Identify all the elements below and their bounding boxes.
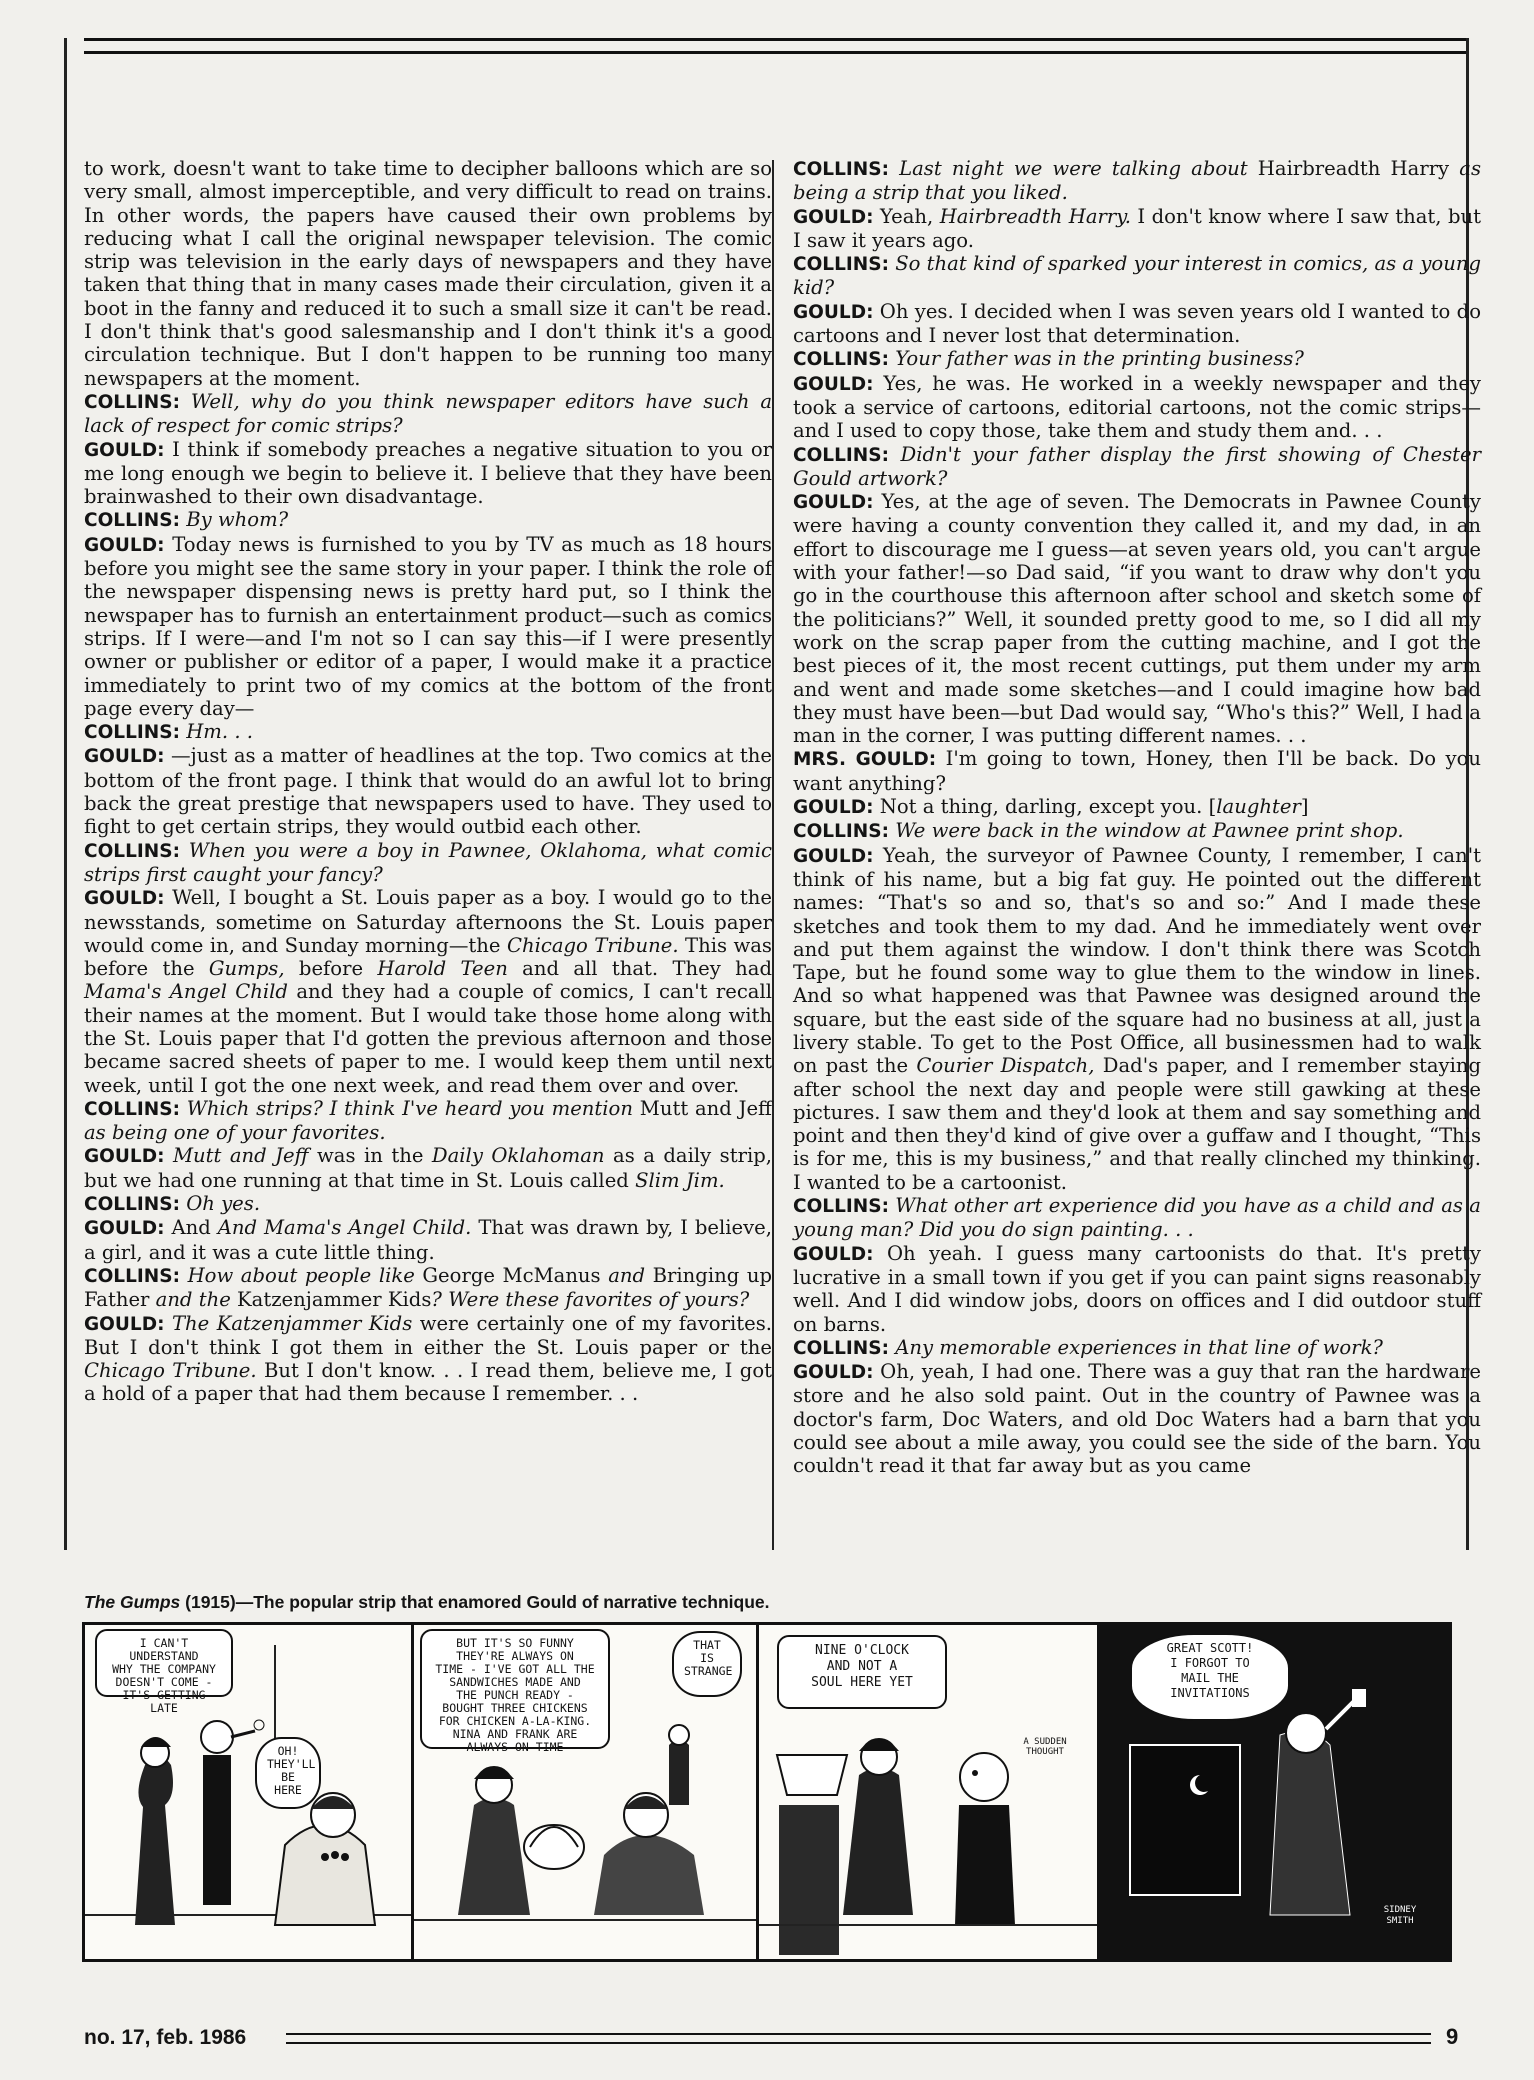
text-segment: When you were a boy in Pawnee, Oklahoma, what comic strips first caught your fancy? bbox=[84, 838, 772, 886]
text-segment: and all that. They had bbox=[507, 957, 772, 981]
text-segment: ? Were these favorites of yours? bbox=[431, 1288, 750, 1312]
text-segment: I'm going to town, Honey, then I'll be back. Do you want anything? bbox=[793, 747, 1481, 795]
text-segment: ] bbox=[1300, 795, 1309, 819]
text-segment: as being one of your favorites. bbox=[84, 1121, 386, 1145]
text-segment: How about people like bbox=[187, 1263, 423, 1287]
text-segment: Katzenjammer Kids bbox=[237, 1288, 432, 1312]
interview-paragraph bbox=[793, 347, 1481, 371]
text-segment: Chicago Tribune. bbox=[506, 933, 679, 957]
text-segment: before bbox=[284, 957, 378, 981]
interview-paragraph bbox=[793, 372, 1481, 443]
speaker-label: GOULD: bbox=[793, 301, 874, 323]
text-segment: Oh yeah. I guess many cartoonists do that. It's pretty lucrative in a small town if you get if you can paint signs reasonably well. And I did window jobs, doors on offices and I did outdoor stuff on barns. bbox=[793, 1241, 1482, 1336]
speaker-label: GOULD: bbox=[793, 797, 874, 819]
speaker-label: COLLINS: bbox=[793, 349, 889, 371]
text-segment: Oh yes. bbox=[186, 1192, 261, 1216]
speaker-label: GOULD: bbox=[84, 1218, 165, 1240]
interview-paragraph bbox=[84, 1192, 772, 1216]
interview-paragraph bbox=[84, 720, 772, 744]
speaker-label: COLLINS: bbox=[84, 1098, 180, 1120]
interview-paragraph bbox=[793, 795, 1481, 819]
text-segment: was in the bbox=[308, 1144, 432, 1168]
interview-paragraph bbox=[84, 744, 772, 838]
text-segment: Last night we were talking about bbox=[899, 157, 1258, 180]
interview-paragraph bbox=[84, 508, 772, 532]
speaker-label: GOULD: bbox=[793, 1362, 874, 1384]
issue-label: no. 17, feb. 1986 bbox=[84, 2026, 247, 2049]
text-segment: And Mama's Angel Child. bbox=[217, 1216, 472, 1240]
comic-panel-2 bbox=[414, 1625, 756, 1959]
interview-paragraph bbox=[84, 438, 772, 509]
panel-2-reply-balloon: THAT IS STRANGE bbox=[672, 1631, 742, 1697]
text-segment: Slim Jim. bbox=[635, 1168, 725, 1192]
speaker-label: COLLINS: bbox=[793, 821, 889, 843]
text-segment: Yeah, bbox=[879, 204, 940, 228]
text-segment: Hm. . . bbox=[186, 720, 254, 744]
text-segment: Not a thing, darling, except you. [ bbox=[879, 795, 1217, 819]
text-segment: Courier Dispatch, bbox=[916, 1054, 1095, 1078]
speaker-label: COLLINS: bbox=[84, 1194, 180, 1216]
speaker-label: COLLINS: bbox=[793, 254, 889, 276]
interview-paragraph bbox=[793, 490, 1481, 747]
text-segment: Yeah, the surveyor of Pawnee County, I remember, I can't think of his name, but a big fat guy. He pointed out the different names: “That's so and so, that's so and so:” And I made these sketches and took them to my dad. And he immediately went over and put them against the window. I don't think there was Scotch Tape, but he found some way to glue them to the window in lines. And so what happened was that Pawnee was designed around the square, but the east side of the square had no business at all, just a livery stable. To get to the Post Office, all businessmen had to walk on past the bbox=[793, 843, 1481, 1078]
gumps-comic-strip bbox=[82, 1622, 1452, 1962]
text-segment: Which strips? I think I've heard you mention bbox=[186, 1096, 640, 1120]
speaker-label: GOULD: bbox=[84, 746, 165, 768]
text-segment: were certainly one of my favorites. But I don't think I got them in either the St. Louis paper or the bbox=[84, 1311, 772, 1359]
speaker-label: GOULD: bbox=[793, 206, 874, 228]
text-segment: Mutt and Jeff bbox=[639, 1096, 772, 1120]
text-segment: Hairbreadth Harry bbox=[1257, 157, 1450, 180]
text-segment: as a daily strip, but we had one running at that time in St. Louis called bbox=[84, 1144, 773, 1192]
interview-paragraph bbox=[84, 157, 772, 390]
frame-left-rule bbox=[64, 38, 67, 1550]
text-segment: Didn't your father display the first showing of Chester Gould artwork? bbox=[793, 442, 1481, 490]
text-segment: Daily Oklahoman bbox=[431, 1144, 605, 1168]
text-segment: Harold Teen bbox=[377, 957, 508, 981]
text-segment: But I don't know. . . I read them, believe me, I got a hold of a paper that had them because I remember. . . bbox=[84, 1359, 772, 1406]
comic-panel-1 bbox=[85, 1625, 411, 1959]
interview-paragraph bbox=[793, 1360, 1481, 1477]
speaker-label: COLLINS: bbox=[84, 1265, 180, 1287]
text-segment: So that kind of sparked your interest in comics, as a young kid? bbox=[793, 252, 1481, 300]
text-segment: Any memorable experiences in that line of work? bbox=[895, 1335, 1383, 1359]
text-segment: laughter bbox=[1216, 795, 1301, 819]
text-segment: Chicago Tribune. bbox=[84, 1359, 257, 1383]
column-divider bbox=[772, 160, 774, 1550]
text-segment: Today news is furnished to you by TV as much as 18 hours before you might see the same story in your paper. I think the role of the newspaper dispensing news is pretty hard put, so I think the newspaper has to furnish an entertainment product—such as comics strips. If I were—and I'm not so I can say this—if I were presently owner or publisher or editor of a paper, I would make it a practice immediately to print two of my comics at the bottom of the front page every day— bbox=[84, 532, 772, 720]
caption-title: The Gumps bbox=[84, 1592, 181, 1612]
interview-paragraph bbox=[84, 1312, 772, 1406]
text-segment: and the bbox=[149, 1288, 238, 1312]
panel-1-reply-balloon: OH! THEY'LL BE HERE bbox=[255, 1737, 321, 1809]
speaker-label: GOULD: bbox=[84, 439, 165, 461]
comic-panel-3 bbox=[759, 1625, 1097, 1959]
interview-paragraph bbox=[793, 1194, 1481, 1242]
interview-paragraph bbox=[84, 1216, 772, 1264]
interview-paragraph bbox=[84, 886, 772, 1097]
text-segment: By whom? bbox=[186, 508, 289, 532]
page-number: 9 bbox=[1446, 2024, 1459, 2049]
text-segment: as being a strip that you liked. bbox=[793, 157, 1481, 205]
interview-paragraph bbox=[793, 1242, 1481, 1336]
speaker-label: COLLINS: bbox=[84, 510, 180, 532]
interview-column-left bbox=[84, 157, 772, 1406]
interview-paragraph bbox=[793, 443, 1481, 491]
interview-paragraph bbox=[793, 1336, 1481, 1360]
text-segment: Gumps, bbox=[208, 957, 285, 981]
interview-paragraph bbox=[793, 819, 1481, 843]
speaker-label: GOULD: bbox=[84, 1313, 165, 1335]
text-segment: to work, doesn't want to take time to decipher balloons which are so very small, almost imperceptible, and very difficult to read on trains. In other words, the papers have caused their own problems by reducing what I call the original newspaper television. The comic strip was television in the early days of newspapers and they have taken that thing that in many cases made their circulation, given it a boot in the fanny and reduced it to such a small size it can't be read. I don't think that's good salesmanship and I don't think it's a good circulation technique. But I don't happen to be running too many newspapers at the moment. bbox=[84, 157, 772, 390]
interview-paragraph bbox=[793, 844, 1481, 1194]
speaker-label: GOULD: bbox=[84, 534, 165, 556]
text-segment: Yes, at the age of seven. The Democrats in Pawnee County were having a county convention they called it, and my dad, in an effort to discourage me I guess—at seven years old, you can't argue with your father!—so Dad said, “if you want to draw why don't you go in the courthouse this afternoon after school and sketch some of the politicians?” Well, it sounded pretty good to me, so I did all my work on the scrap paper from the cutting machine, and I got the best pieces of it, the most recent cuttings, put them under my arm and went and made some sketches—and I could imagine how bad they must have been—but Dad would say, “Who's this?” Well, I had a man in the corner, I was putting different names. . . bbox=[793, 490, 1482, 748]
text-segment: Mutt and Jeff bbox=[172, 1144, 309, 1168]
panel-3-speech-balloon: NINE O'CLOCK AND NOT A SOUL HERE YET bbox=[777, 1635, 947, 1709]
text-segment: Yes, he was. He worked in a weekly newspaper and they took a service of cartoons, editorial cartoons, not the comic strips—and I used to copy those, take them and study them and. . . bbox=[793, 371, 1482, 443]
interview-paragraph bbox=[793, 157, 1481, 205]
speaker-label: GOULD: bbox=[84, 888, 165, 910]
panel-2-speech-balloon: BUT IT'S SO FUNNY THEY'RE ALWAYS ON TIME - I'VE GOT ALL THE SANDWICHES MADE AND THE PUNCH READY - BOUGHT THREE CHICKENS FOR CHICKEN A-LA-KING. NINA AND FRANK ARE ALWAYS ON TIME bbox=[420, 1629, 610, 1749]
speaker-label: COLLINS: bbox=[84, 840, 180, 862]
text-segment: George McManus bbox=[422, 1263, 601, 1287]
interview-paragraph bbox=[793, 747, 1481, 795]
interview-paragraph bbox=[793, 252, 1481, 300]
panel-3-thought-note: A SUDDEN THOUGHT bbox=[1023, 1737, 1067, 1757]
text-segment: Oh, yeah, I had one. There was a guy that ran the hardware store and he also sold paint. Out in the country of Pawnee was a doctor's farm, Doc Waters, and old Doc Waters had a barn that you could see about a mile away, you could see the side of the barn. You couldn't read it that far away but as you came bbox=[793, 1360, 1481, 1478]
text-segment: Well, why do you think newspaper editors have such a lack of respect for comic strips? bbox=[84, 389, 772, 438]
interview-paragraph bbox=[84, 839, 772, 887]
text-segment: Well, I bought a St. Louis paper as a boy. I would go to the newsstands, sometime on Saturday afternoons the St. Louis paper would come in, and Sunday morning—the bbox=[84, 886, 772, 957]
interview-paragraph bbox=[84, 1097, 772, 1145]
speaker-label: GOULD: bbox=[793, 845, 874, 867]
interview-paragraph bbox=[793, 205, 1481, 253]
text-segment: Hairbreadth Harry. bbox=[939, 204, 1131, 228]
interview-paragraph bbox=[84, 390, 772, 438]
interview-paragraph bbox=[84, 1144, 772, 1192]
text-segment: What other art experience did you have as a child and as a young man? Did you do sign painting. . . bbox=[793, 1194, 1481, 1242]
text-segment: Mama's Angel Child bbox=[84, 980, 288, 1004]
speaker-label: GOULD: bbox=[793, 373, 874, 395]
text-segment: I think if somebody preaches a negative situation to you or me long enough we begin to believe it. I believe that they have been brainwashed to their own disadvantage. bbox=[84, 437, 773, 509]
speaker-label: GOULD: bbox=[84, 1146, 165, 1168]
text-segment: The Katzenjammer Kids bbox=[171, 1311, 413, 1335]
panel-4-speech-balloon: GREAT SCOTT! I FORGOT TO MAIL THE INVITATIONS bbox=[1130, 1633, 1290, 1721]
artist-signature: SIDNEY SMITH bbox=[1383, 1905, 1417, 1926]
speaker-label: COLLINS: bbox=[793, 1196, 889, 1218]
comic-panel-4 bbox=[1100, 1625, 1449, 1959]
text-segment: This was before the bbox=[84, 933, 772, 981]
speaker-label: COLLINS: bbox=[793, 159, 889, 180]
text-segment: and bbox=[600, 1263, 653, 1287]
footer-double-rule bbox=[286, 2033, 1431, 2044]
speaker-label: COLLINS: bbox=[793, 1337, 889, 1359]
text-segment: and they had a couple of comics, I can't recall their names at the moment. But I would take those home along with the St. Louis paper that I'd gotten the previous afternoon and those became sacred sheets of paper to me. I would keep them until next week, until I got the one next week, and read them over and over. bbox=[84, 980, 773, 1097]
caption-text: (1915)—The popular strip that enamored Gould of narrative technique. bbox=[180, 1592, 770, 1612]
speaker-label: GOULD: bbox=[793, 492, 874, 514]
speaker-label: COLLINS: bbox=[793, 444, 889, 466]
top-double-rule bbox=[84, 38, 1468, 54]
text-segment: I don't know where I saw that, but I saw it years ago. bbox=[793, 204, 1481, 252]
text-segment: Your father was in the printing business? bbox=[895, 347, 1304, 371]
text-segment: That was drawn by, I believe, a girl, and it was a cute little thing. bbox=[84, 1216, 772, 1264]
interview-paragraph bbox=[793, 300, 1481, 348]
text-segment: Dad's paper, and I remember staying after school the next day and people were still gawking at these pictures. I saw them and they'd look at them and say something and point and then they'd kind of give over a guffaw and I thought, “This is for me, this is my business,” and that really clinched my thinking. I wanted to be a cartoonist. bbox=[793, 1054, 1481, 1194]
text-segment: Oh yes. I decided when I was seven years old I wanted to do cartoons and I never lost that determination. bbox=[793, 299, 1481, 348]
speaker-label: COLLINS: bbox=[84, 722, 180, 744]
strip-caption bbox=[84, 1592, 1464, 1613]
speaker-label: GOULD: bbox=[793, 1243, 874, 1265]
text-segment: —just as a matter of headlines at the top. Two comics at the bottom of the front page. I think that would do an awful lot to bring back the great prestige that newspapers used to have. They used to fight to get certain strips, they would outbid each other. bbox=[84, 744, 772, 839]
speaker-label: COLLINS: bbox=[84, 391, 180, 413]
speaker-label: MRS. GOULD: bbox=[793, 749, 937, 771]
text-segment: Bringing up Father bbox=[84, 1263, 773, 1312]
text-segment: And bbox=[171, 1216, 218, 1240]
interview-column-right bbox=[793, 157, 1481, 1478]
interview-paragraph bbox=[84, 1264, 772, 1312]
text-segment: We were back in the window at Pawnee print shop. bbox=[895, 819, 1404, 843]
interview-paragraph bbox=[84, 533, 772, 720]
panel-1-speech-balloon: I CAN'T UNDERSTAND WHY THE COMPANY DOESN'T COME - IT'S GETTING LATE bbox=[95, 1629, 233, 1697]
